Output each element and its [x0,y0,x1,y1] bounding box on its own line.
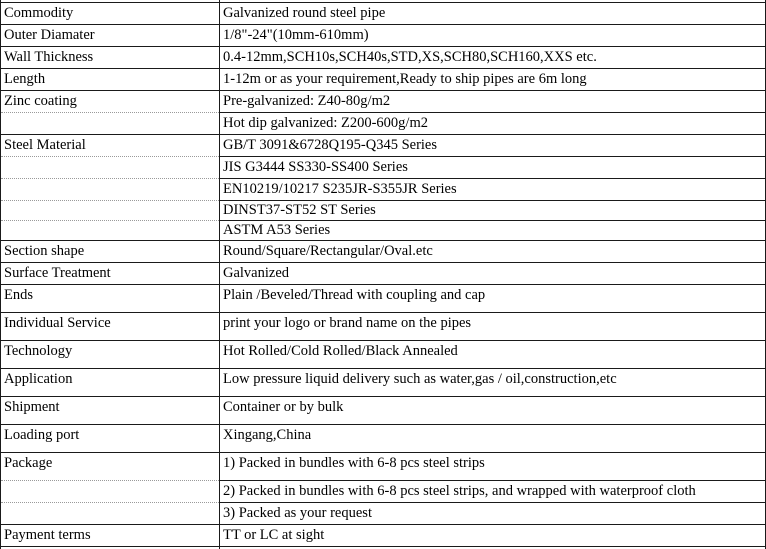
inner-row-border [219,480,766,481]
inner-row-border [219,156,766,157]
row-border [0,368,766,369]
value-zinc-coating-hot-dip: Hot dip galvanized: Z200-600g/m2 [223,115,428,131]
value-payment-terms: TT or LC at sight [223,527,325,543]
row-border [0,240,766,241]
value-commodity: Galvanized round steel pipe [223,5,386,21]
merged-cell-gridline [1,480,219,481]
table-border-left [0,0,1,549]
label-ends: Ends [4,287,33,303]
inner-row-border [219,112,766,113]
value-package-option-3: 3) Packed as your request [223,505,372,521]
label-payment-terms: Payment terms [4,527,91,543]
value-package-option-2: 2) Packed in bundles with 6-8 pcs steel strips, and wrapped with waterproof cloth [223,483,696,499]
value-technology: Hot Rolled/Cold Rolled/Black Annealed [223,343,458,359]
row-border [0,262,766,263]
row-border [0,284,766,285]
value-steel-material-din: DINST37-ST52 ST Series [223,202,376,218]
merged-cell-gridline [1,112,219,113]
value-individual-service: print your logo or brand name on the pipes [223,315,472,331]
label-surface-treatment: Surface Treatment [4,265,111,281]
value-surface-treatment: Galvanized [223,265,290,281]
value-steel-material-en: EN10219/10217 S235JR-S355JR Series [223,181,457,197]
label-application: Application [4,371,73,387]
row-border [0,396,766,397]
value-length: 1-12m or as your requirement,Ready to ship pipes are 6m long [223,71,587,87]
label-wall-thickness: Wall Thickness [4,49,94,65]
row-border [0,46,766,47]
value-wall-thickness: 0.4-12mm,SCH10s,SCH40s,STD,XS,SCH80,SCH160,XXS etc. [223,49,597,65]
inner-row-border [219,502,766,503]
label-commodity: Commodity [4,5,74,21]
value-zinc-coating-pre: Pre-galvanized: Z40-80g/m2 [223,93,391,109]
row-border [0,90,766,91]
label-individual-service: Individual Service [4,315,111,331]
merged-cell-gridline [1,220,219,221]
label-outer-diameter: Outer Diamater [4,27,95,43]
value-ends: Plain /Beveled/Thread with coupling and cap [223,287,486,303]
value-outer-diameter: 1/8"-24"(10mm-610mm) [223,27,369,43]
value-package-option-1: 1) Packed in bundles with 6-8 pcs steel strips [223,455,485,471]
value-steel-material-jis: JIS G3444 SS330-SS400 Series [223,159,408,175]
row-border [0,340,766,341]
label-zinc-coating: Zinc coating [4,93,77,109]
value-loading-port: Xingang,China [223,427,312,443]
row-border [0,312,766,313]
merged-cell-gridline [1,502,219,503]
label-loading-port: Loading port [4,427,80,443]
label-package: Package [4,455,53,471]
value-steel-material-astm: ASTM A53 Series [223,222,331,238]
row-border [0,134,766,135]
label-section-shape: Section shape [4,243,85,259]
merged-cell-gridline [1,156,219,157]
value-shipment: Container or by bulk [223,399,344,415]
row-border [0,524,766,525]
row-border [0,452,766,453]
row-border [0,2,766,3]
merged-cell-gridline [1,200,219,201]
row-border [0,424,766,425]
value-steel-material-gb: GB/T 3091&6728Q195-Q345 Series [223,137,438,153]
column-divider [219,0,220,549]
value-application: Low pressure liquid delivery such as water,gas / oil,construction,etc [223,371,617,387]
row-border [0,68,766,69]
inner-row-border [219,178,766,179]
row-border [0,546,766,547]
label-length: Length [4,71,46,87]
label-steel-material: Steel Material [4,137,86,153]
value-section-shape: Round/Square/Rectangular/Oval.etc [223,243,433,259]
row-border [0,24,766,25]
label-shipment: Shipment [4,399,60,415]
label-technology: Technology [4,343,73,359]
merged-cell-gridline [1,178,219,179]
